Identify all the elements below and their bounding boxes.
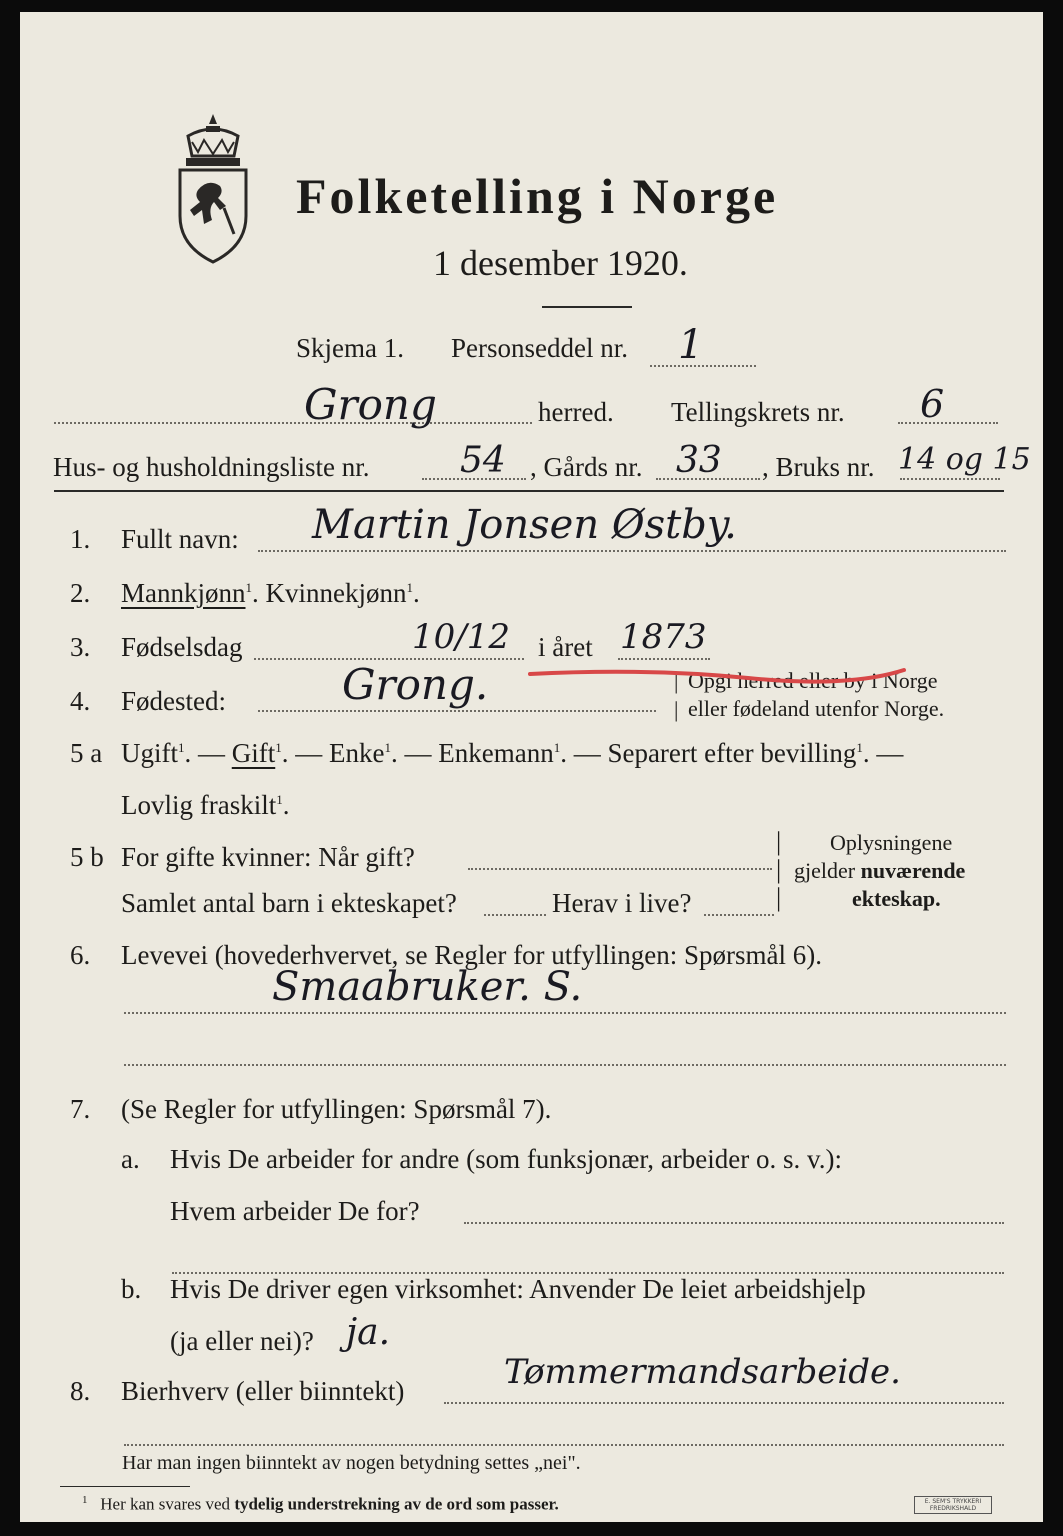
bruks-value: 14 og 15 <box>898 442 1031 477</box>
printer-stamp: E. SEM'S TRYKKERI FREDRIKSHALD <box>914 1496 992 1514</box>
skjema-label: Skjema 1. <box>296 333 404 363</box>
q7a-text: Hvis De arbeider for andre (som funksjonær, arbeider o. s. v.): <box>170 1144 842 1174</box>
q8-line <box>444 1402 1004 1404</box>
q4-note-1: Opgi herred eller by i Norge <box>688 668 938 693</box>
q7a-text-2: Hvem arbeider De for? <box>170 1196 420 1226</box>
q3-number: 3. <box>70 632 91 662</box>
q6-label: Levevei (hovederhvervet, se Regler for utfyllingen: Spørsmål 6). <box>121 940 823 970</box>
red-strikethrough <box>528 660 908 690</box>
q3-label: Fødselsdag <box>121 632 243 662</box>
form-title: Folketelling i Norge <box>296 168 779 224</box>
q7b-value: ja. <box>346 1312 391 1353</box>
q5b-label-1: For gifte kvinner: Når gift? <box>121 842 415 872</box>
q5b-label-3: Herav i live? <box>552 888 692 918</box>
q6-number: 6. <box>70 940 91 970</box>
husliste-value: 54 <box>460 440 506 481</box>
gards-label: , Gårds nr. <box>530 452 643 482</box>
q1-line <box>258 550 1006 552</box>
q8-label: Bierhverv (eller biinntekt) <box>121 1376 405 1406</box>
herred-value: Grong <box>304 380 437 429</box>
q4-note-2: eller fødeland utenfor Norge. <box>688 696 945 721</box>
q8-value: Tømmermandsarbeide. <box>504 1352 901 1392</box>
q7b-text: Hvis De driver egen virksomhet: Anvender De leiet arbeidshjelp <box>170 1274 866 1304</box>
q2-mann: Mannkjønn <box>121 578 246 608</box>
q4-value: Grong. <box>342 660 489 709</box>
q2-options: Mannkjønn$^1$. Kvinnekjønn$^1$. <box>121 578 420 608</box>
q4-number: 4. <box>70 686 91 716</box>
q6-line-2 <box>124 1064 1006 1066</box>
tellingskrets-value: 6 <box>920 382 945 426</box>
q7-label: (Se Regler for utfyllingen: Spørsmål 7). <box>121 1094 552 1124</box>
q3-date-value: 10/12 <box>412 617 510 657</box>
q5b-brace: | | | <box>776 827 782 912</box>
q5b-line-1 <box>468 868 772 870</box>
q8-line-2 <box>124 1444 1004 1446</box>
herred-line <box>54 422 532 424</box>
tellingskrets-label: Tellingskrets nr. <box>671 397 845 427</box>
q7a-line-1 <box>464 1222 1004 1224</box>
q2-kvinne: Kvinnekjønn <box>265 578 407 608</box>
bruks-label: , Bruks nr. <box>762 452 875 482</box>
q7-number: 7. <box>70 1094 91 1124</box>
footnote-divider <box>60 1486 190 1487</box>
personseddel-value: 1 <box>678 322 704 368</box>
herred-label: herred. <box>538 397 614 427</box>
footnote: $^1$ Her kan svares ved tydelig understrekning av de ord som passer. <box>82 1494 559 1514</box>
q5b-number: 5 b <box>70 842 104 872</box>
husliste-label: Hus- og husholdningsliste nr. <box>53 452 370 482</box>
q4-note-bracket: | | <box>674 669 679 722</box>
q5a-number: 5 a <box>70 738 103 768</box>
footer-note: Har man ingen biinntekt av nogen betydning settes „nei". <box>122 1452 581 1474</box>
q1-label: Fullt navn: <box>121 524 239 554</box>
q3-aar-label: i året <box>538 632 593 662</box>
q4-label: Fødested: <box>121 686 226 716</box>
q7b-text-2: (ja eller nei)? <box>170 1326 314 1356</box>
q6-value: Smaabruker. S. <box>272 964 583 1010</box>
q6-line-1 <box>124 1012 1006 1014</box>
bruks-line <box>900 478 1000 480</box>
q4-line <box>258 710 656 712</box>
q5a-gift: Gift <box>231 738 276 768</box>
census-form <box>20 12 1043 1522</box>
q7a-letter: a. <box>121 1144 140 1174</box>
q5b-label-2: Samlet antal barn i ekteskapet? <box>121 888 457 918</box>
q8-number: 8. <box>70 1376 91 1406</box>
title-divider <box>542 306 632 308</box>
coat-of-arms-icon <box>168 112 258 264</box>
q5a-options: Ugift$^1$. — Gift$^1$. — Enke$^1$. — Enkemann$^1$. — Separert efter bevilling$^1$. — <box>121 738 904 768</box>
q1-value: Martin Jonsen Østby. <box>312 502 737 548</box>
q5b-line-2 <box>484 914 546 916</box>
q5b-note-2: gjelder nuværende <box>794 858 966 883</box>
tellingskrets-line <box>898 422 998 424</box>
form-date: 1 desember 1920. <box>433 243 688 283</box>
q5a-fraskilt: Lovlig fraskilt$^1$. <box>121 790 290 820</box>
personseddel-label: Personseddel nr. <box>451 333 628 363</box>
q3-aar-value: 1873 <box>620 617 707 657</box>
q5b-line-3 <box>704 914 774 916</box>
q5b-note-3: ekteskap. <box>852 886 941 911</box>
q2-number: 2. <box>70 578 91 608</box>
q1-number: 1. <box>70 524 91 554</box>
q5b-note-1: Oplysningene <box>830 830 953 855</box>
header-divider <box>54 490 1004 492</box>
q7b-letter: b. <box>121 1274 142 1304</box>
gards-value: 33 <box>676 440 722 481</box>
